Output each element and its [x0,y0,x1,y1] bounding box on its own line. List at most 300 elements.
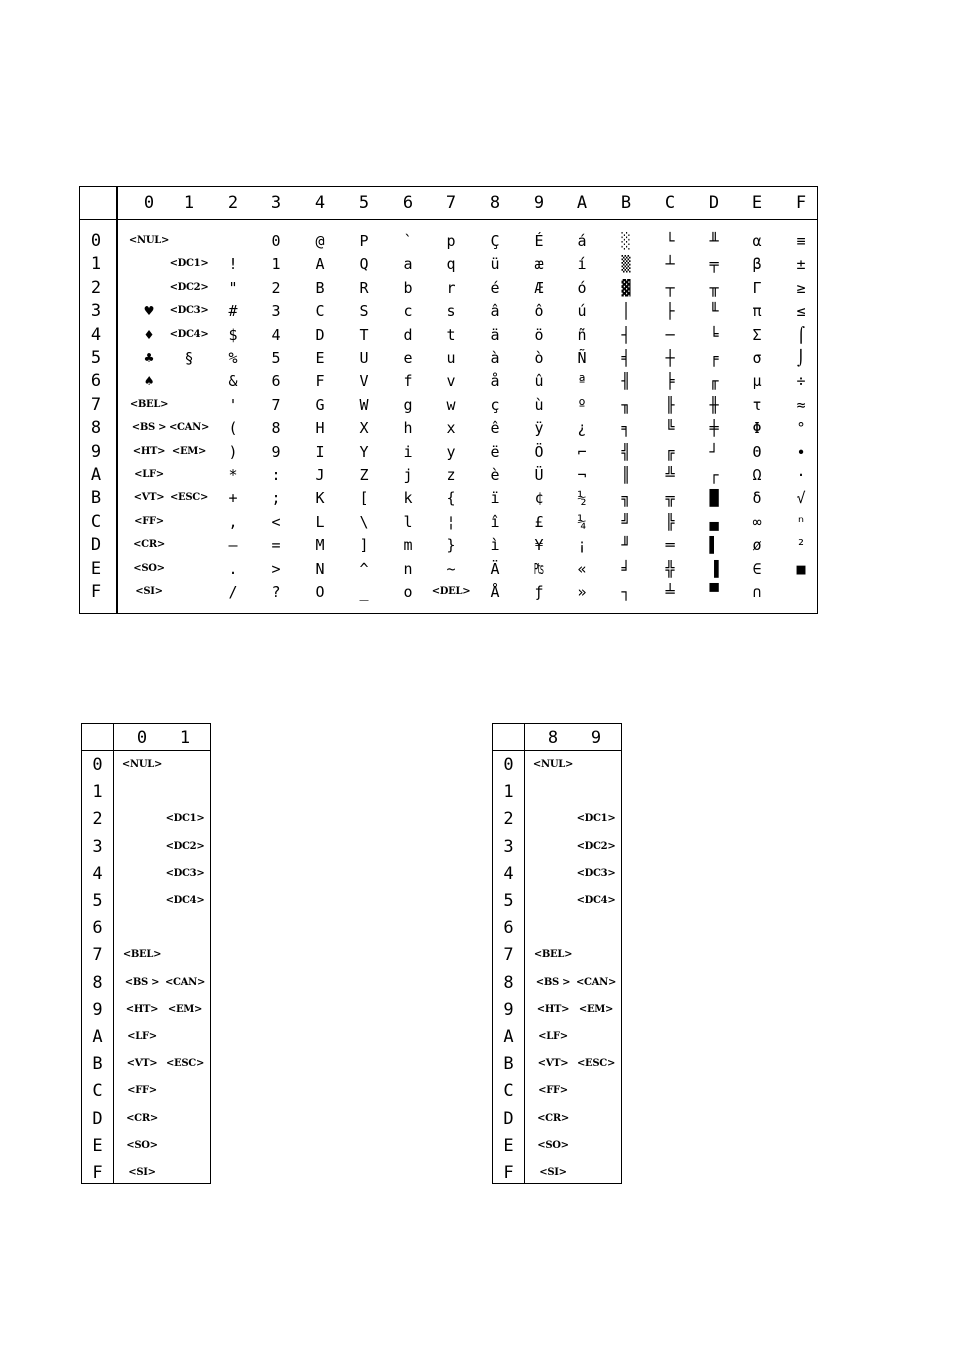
table-cell: ╤ [709,255,719,273]
column-header: A [576,193,588,213]
row-header: D [503,1109,514,1129]
table-cell: ┐ [621,583,631,601]
table-cell: Ä [490,560,500,578]
row-header: F [503,1163,514,1183]
row-header: 7 [503,945,514,965]
table-cell: & [228,372,238,390]
table-cell: █ [709,489,719,507]
table-cell: ║ [621,466,631,484]
table-cell: Ω [752,466,762,484]
table-cell: ¿ [577,419,587,437]
table-cell: <HT> [536,1004,570,1015]
table-cell: k [403,489,413,507]
table-cell: <SO> [126,1140,158,1151]
table-cell: ╒ [709,349,719,367]
table-cell: ¼ [577,513,587,531]
row-header: 3 [92,837,103,857]
table-cell: <SO> [537,1140,569,1151]
table-cell: ^ [359,560,369,578]
table-cell: <HT> [125,1004,159,1015]
table-cell: ▒ [621,255,631,273]
row-header: B [90,488,102,508]
table-cell: ° [796,419,806,437]
table-cell: ± [796,255,806,273]
table-cell: α [752,232,762,250]
table-cell: <NUL> [121,759,163,770]
table-cell: ▄ [709,513,719,531]
table-cell: √ [796,489,806,507]
table-cell: K [315,489,325,507]
row-header: A [90,465,102,485]
table-cell: │ [621,302,631,320]
control-code-table-columns-0-1 [81,723,211,1184]
column-header-divider [80,219,817,220]
column-header: 0 [143,193,155,213]
row-header: E [90,559,102,579]
table-cell: <VT> [537,1058,569,1069]
table-cell: ' [228,396,238,414]
table-cell: ≥ [796,279,806,297]
column-header: B [620,193,632,213]
table-cell: w [446,396,456,414]
row-header: 1 [503,782,514,802]
table-cell: y [446,443,456,461]
column-header: F [795,193,807,213]
table-cell: O [315,583,325,601]
table-cell: <FF> [538,1085,568,1096]
table-cell: N [315,560,325,578]
table-cell: <SI> [539,1167,567,1178]
table-cell: ╗ [621,489,631,507]
table-cell: τ [752,396,762,414]
table-cell: π [752,302,762,320]
row-header: B [92,1054,103,1074]
row-header: A [503,1027,514,1047]
table-cell: { [446,489,456,507]
table-cell: ~ [446,560,456,578]
table-cell: ▓ [621,279,631,297]
table-cell: g [403,396,413,414]
table-cell: Φ [752,419,762,437]
table-cell: <CR> [133,539,165,550]
table-cell: ƒ [534,583,544,601]
table-cell: Σ [752,326,762,344]
table-cell: A [315,255,325,273]
table-cell: ; [271,489,281,507]
table-cell: ù [534,396,544,414]
table-cell: <CAN> [575,977,617,988]
table-cell: <DC1> [576,813,616,824]
table-cell: ▐ [709,560,719,578]
table-cell: ò [534,349,544,367]
table-cell: ╫ [709,396,719,414]
row-header-divider [524,724,525,1183]
table-cell: ² [796,536,806,554]
column-header: C [664,193,676,213]
table-cell: ½ [577,489,587,507]
table-cell: , [228,513,238,531]
table-cell: ┬ [665,279,675,297]
row-header: D [92,1109,103,1129]
table-cell: ╣ [621,443,631,461]
row-header: 4 [503,864,514,884]
table-cell: <ESC> [576,1058,616,1069]
table-cell: ╬ [665,560,675,578]
table-cell: ∩ [752,583,762,601]
table-cell: ┘ [709,443,719,461]
table-cell: ₧ [534,560,544,578]
table-cell: [ [359,489,369,507]
column-header: 8 [489,193,501,213]
table-cell: ¥ [534,536,544,554]
table-cell: Γ [752,279,762,297]
table-cell: L [315,513,325,531]
table-cell: ⁿ [796,513,806,531]
table-cell: p [446,232,456,250]
table-cell: 6 [271,372,281,390]
table-cell: 1 [271,255,281,273]
table-cell: <EM> [171,446,207,457]
table-cell: ╥ [709,279,719,297]
row-header: 0 [503,755,514,775]
table-cell: á [577,232,587,250]
table-cell: « [577,560,587,578]
table-cell: m [403,536,413,554]
row-header: F [90,582,102,602]
table-cell: ¬ [577,466,587,484]
table-cell: ╕ [621,419,631,437]
table-cell: ø [752,536,762,554]
table-cell: ╪ [709,419,719,437]
row-header: E [92,1136,103,1156]
row-header: E [503,1136,514,1156]
table-cell: V [359,372,369,390]
table-cell: — [228,536,238,554]
row-header: 2 [92,809,103,829]
table-cell: σ [752,349,762,367]
table-cell: <DC2> [169,282,209,293]
table-cell: D [315,326,325,344]
character-code-table [79,186,818,614]
table-cell: Ü [534,466,544,484]
table-cell: T [359,326,369,344]
table-cell: <LF> [127,1031,157,1042]
table-cell: ê [490,419,500,437]
table-cell: ╝ [621,513,631,531]
row-header: 6 [503,918,514,938]
table-cell: ⌡ [796,349,806,367]
table-cell: U [359,349,369,367]
table-cell: └ [665,232,675,250]
table-cell: ÿ [534,419,544,437]
table-cell: ï [490,489,500,507]
table-cell: <DC3> [165,868,205,879]
table-cell: <SI> [135,586,163,597]
table-cell: \ [359,513,369,531]
table-cell: ≈ [796,396,806,414]
table-cell: ô [534,302,544,320]
table-cell: ├ [665,302,675,320]
table-cell: § [184,349,194,367]
row-header: 9 [92,1000,103,1020]
column-header: 9 [590,728,602,748]
table-cell: <ESC> [169,492,209,503]
table-cell: F [315,372,325,390]
table-cell: $ [228,326,238,344]
table-cell: W [359,396,369,414]
table-cell: ═ [665,536,675,554]
table-cell: ■ [796,560,806,578]
table-cell: } [446,536,456,554]
table-cell: <CR> [126,1113,158,1124]
table-cell: <BS > [131,422,167,433]
table-cell: B [315,279,325,297]
column-header: 6 [402,193,414,213]
table-cell: I [315,443,325,461]
table-cell: ≡ [796,232,806,250]
table-cell: <VT> [133,492,165,503]
table-cell: ¡ [577,536,587,554]
table-cell: G [315,396,325,414]
table-cell: ╡ [621,349,631,367]
table-cell: ( [228,419,238,437]
table-cell: ∞ [752,513,762,531]
table-cell: v [446,372,456,390]
table-cell: É [534,232,544,250]
table-cell: <DC2> [576,841,616,852]
table-cell: . [228,560,238,578]
table-cell: ┌ [709,466,719,484]
row-header: 9 [503,1000,514,1020]
table-cell: # [228,302,238,320]
table-cell: t [446,326,456,344]
table-cell: â [490,302,500,320]
table-cell: e [403,349,413,367]
table-cell: <EM> [167,1004,203,1015]
row-header: C [92,1081,103,1101]
table-cell: ╓ [709,372,719,390]
table-cell: h [403,419,413,437]
table-cell: <CR> [537,1113,569,1124]
table-cell: 7 [271,396,281,414]
table-cell: i [403,443,413,461]
table-cell: <FF> [127,1085,157,1096]
row-header: 8 [90,418,102,438]
table-cell: ╢ [621,372,631,390]
table-cell: <DC2> [165,841,205,852]
table-cell: ÷ [796,372,806,390]
table-cell: j [403,466,413,484]
table-cell: é [490,279,500,297]
table-cell: x [446,419,456,437]
table-cell: ö [534,326,544,344]
table-cell: ╘ [709,326,719,344]
table-cell: <VT> [126,1058,158,1069]
table-cell: l [403,513,413,531]
table-cell: 8 [271,419,281,437]
table-cell: β [752,255,762,273]
table-cell: ─ [665,326,675,344]
column-header: 0 [136,728,148,748]
table-cell: <BEL> [129,399,169,410]
table-cell: f [403,372,413,390]
table-cell: Y [359,443,369,461]
row-header: 1 [92,782,103,802]
row-header: 3 [90,301,102,321]
table-cell: <DC1> [165,813,205,824]
table-cell: <BEL> [533,949,573,960]
column-header: 3 [270,193,282,213]
table-cell: <DC4> [169,329,209,340]
table-cell: ! [228,255,238,273]
table-cell: 5 [271,349,281,367]
table-cell: c [403,302,413,320]
table-cell: ┼ [665,349,675,367]
table-cell: = [271,536,281,554]
table-cell: d [403,326,413,344]
table-cell: ╜ [621,536,631,554]
table-cell: 2 [271,279,281,297]
table-cell: <CAN> [168,422,210,433]
table-cell: R [359,279,369,297]
table-cell: ] [359,536,369,554]
table-cell: å [490,372,500,390]
table-cell: > [271,560,281,578]
table-cell: ╨ [709,232,719,250]
table-cell: 9 [271,443,281,461]
column-header: 1 [179,728,191,748]
table-cell: ü [490,255,500,273]
table-cell: <NUL> [128,235,170,246]
table-cell: ä [490,326,500,344]
column-header: 5 [358,193,370,213]
row-header-divider [116,187,118,613]
column-header-divider [82,750,210,751]
row-header: 0 [92,755,103,775]
table-cell: µ [752,372,762,390]
table-cell: û [534,372,544,390]
table-cell: ë [490,443,500,461]
table-cell: ♦ [144,326,154,344]
table-cell: Å [490,583,500,601]
row-header: 0 [90,231,102,251]
row-header: C [503,1081,514,1101]
table-cell: 4 [271,326,281,344]
column-header: 2 [227,193,239,213]
row-header: D [90,535,102,555]
row-header: 3 [503,837,514,857]
table-cell: S [359,302,369,320]
table-cell: £ [534,513,544,531]
table-cell: % [228,349,238,367]
control-code-table-columns-8-9 [492,723,622,1184]
table-cell: ª [577,372,587,390]
row-header: 6 [92,918,103,938]
table-cell: s [446,302,456,320]
table-cell: Æ [534,279,544,297]
table-cell: ∈ [752,560,762,578]
row-header: 7 [92,945,103,965]
table-cell: <DC1> [169,258,209,269]
table-cell: ╧ [665,583,675,601]
table-cell: ♣ [144,349,154,367]
row-header: 4 [90,325,102,345]
row-header: 6 [90,371,102,391]
column-header: D [708,193,720,213]
table-cell: ñ [577,326,587,344]
table-cell: " [228,279,238,297]
table-cell: <DC3> [576,868,616,879]
table-cell: Θ [752,443,762,461]
table-cell: ì [490,536,500,554]
table-cell: q [446,255,456,273]
table-cell: <NUL> [532,759,574,770]
table-cell: ` [403,232,413,250]
table-cell: <FF> [134,516,164,527]
table-cell: <BEL> [122,949,162,960]
row-header: B [503,1054,514,1074]
row-header-divider [113,724,114,1183]
table-cell: ) [228,443,238,461]
table-cell: ╛ [621,560,631,578]
table-cell: <LF> [134,469,164,480]
table-cell: M [315,536,325,554]
table-cell: <LF> [538,1031,568,1042]
row-header: 5 [92,891,103,911]
table-cell: H [315,419,325,437]
table-cell: ╙ [709,302,719,320]
table-cell: * [228,466,238,484]
row-header: 2 [90,278,102,298]
row-header: 4 [92,864,103,884]
table-cell: <DC4> [165,895,205,906]
table-cell: ╞ [665,372,675,390]
row-header: F [92,1163,103,1183]
table-cell: 0 [271,232,281,250]
table-cell: n [403,560,413,578]
table-cell: X [359,419,369,437]
table-cell: ▌ [709,536,719,554]
row-header: A [92,1027,103,1047]
table-cell: ≤ [796,302,806,320]
row-header: 8 [503,973,514,993]
table-cell: <ESC> [165,1058,205,1069]
table-cell: <CAN> [164,977,206,988]
table-cell: · [796,466,806,484]
table-cell: < [271,513,281,531]
table-cell: <EM> [578,1004,614,1015]
table-cell: ┤ [621,326,631,344]
table-cell: u [446,349,456,367]
row-header: 9 [90,442,102,462]
table-cell: a [403,255,413,273]
column-header: E [751,193,763,213]
table-cell: í [577,255,587,273]
column-header-divider [493,750,621,751]
table-cell: à [490,349,500,367]
table-cell: Q [359,255,369,273]
table-cell: ╟ [665,396,675,414]
table-cell: @ [315,232,325,250]
table-cell: _ [359,583,369,601]
table-cell: <DC4> [576,895,616,906]
column-header: 7 [445,193,457,213]
table-cell: è [490,466,500,484]
table-cell: ó [577,279,587,297]
table-cell: º [577,396,587,414]
table-cell: ┴ [665,255,675,273]
column-header: 4 [314,193,326,213]
